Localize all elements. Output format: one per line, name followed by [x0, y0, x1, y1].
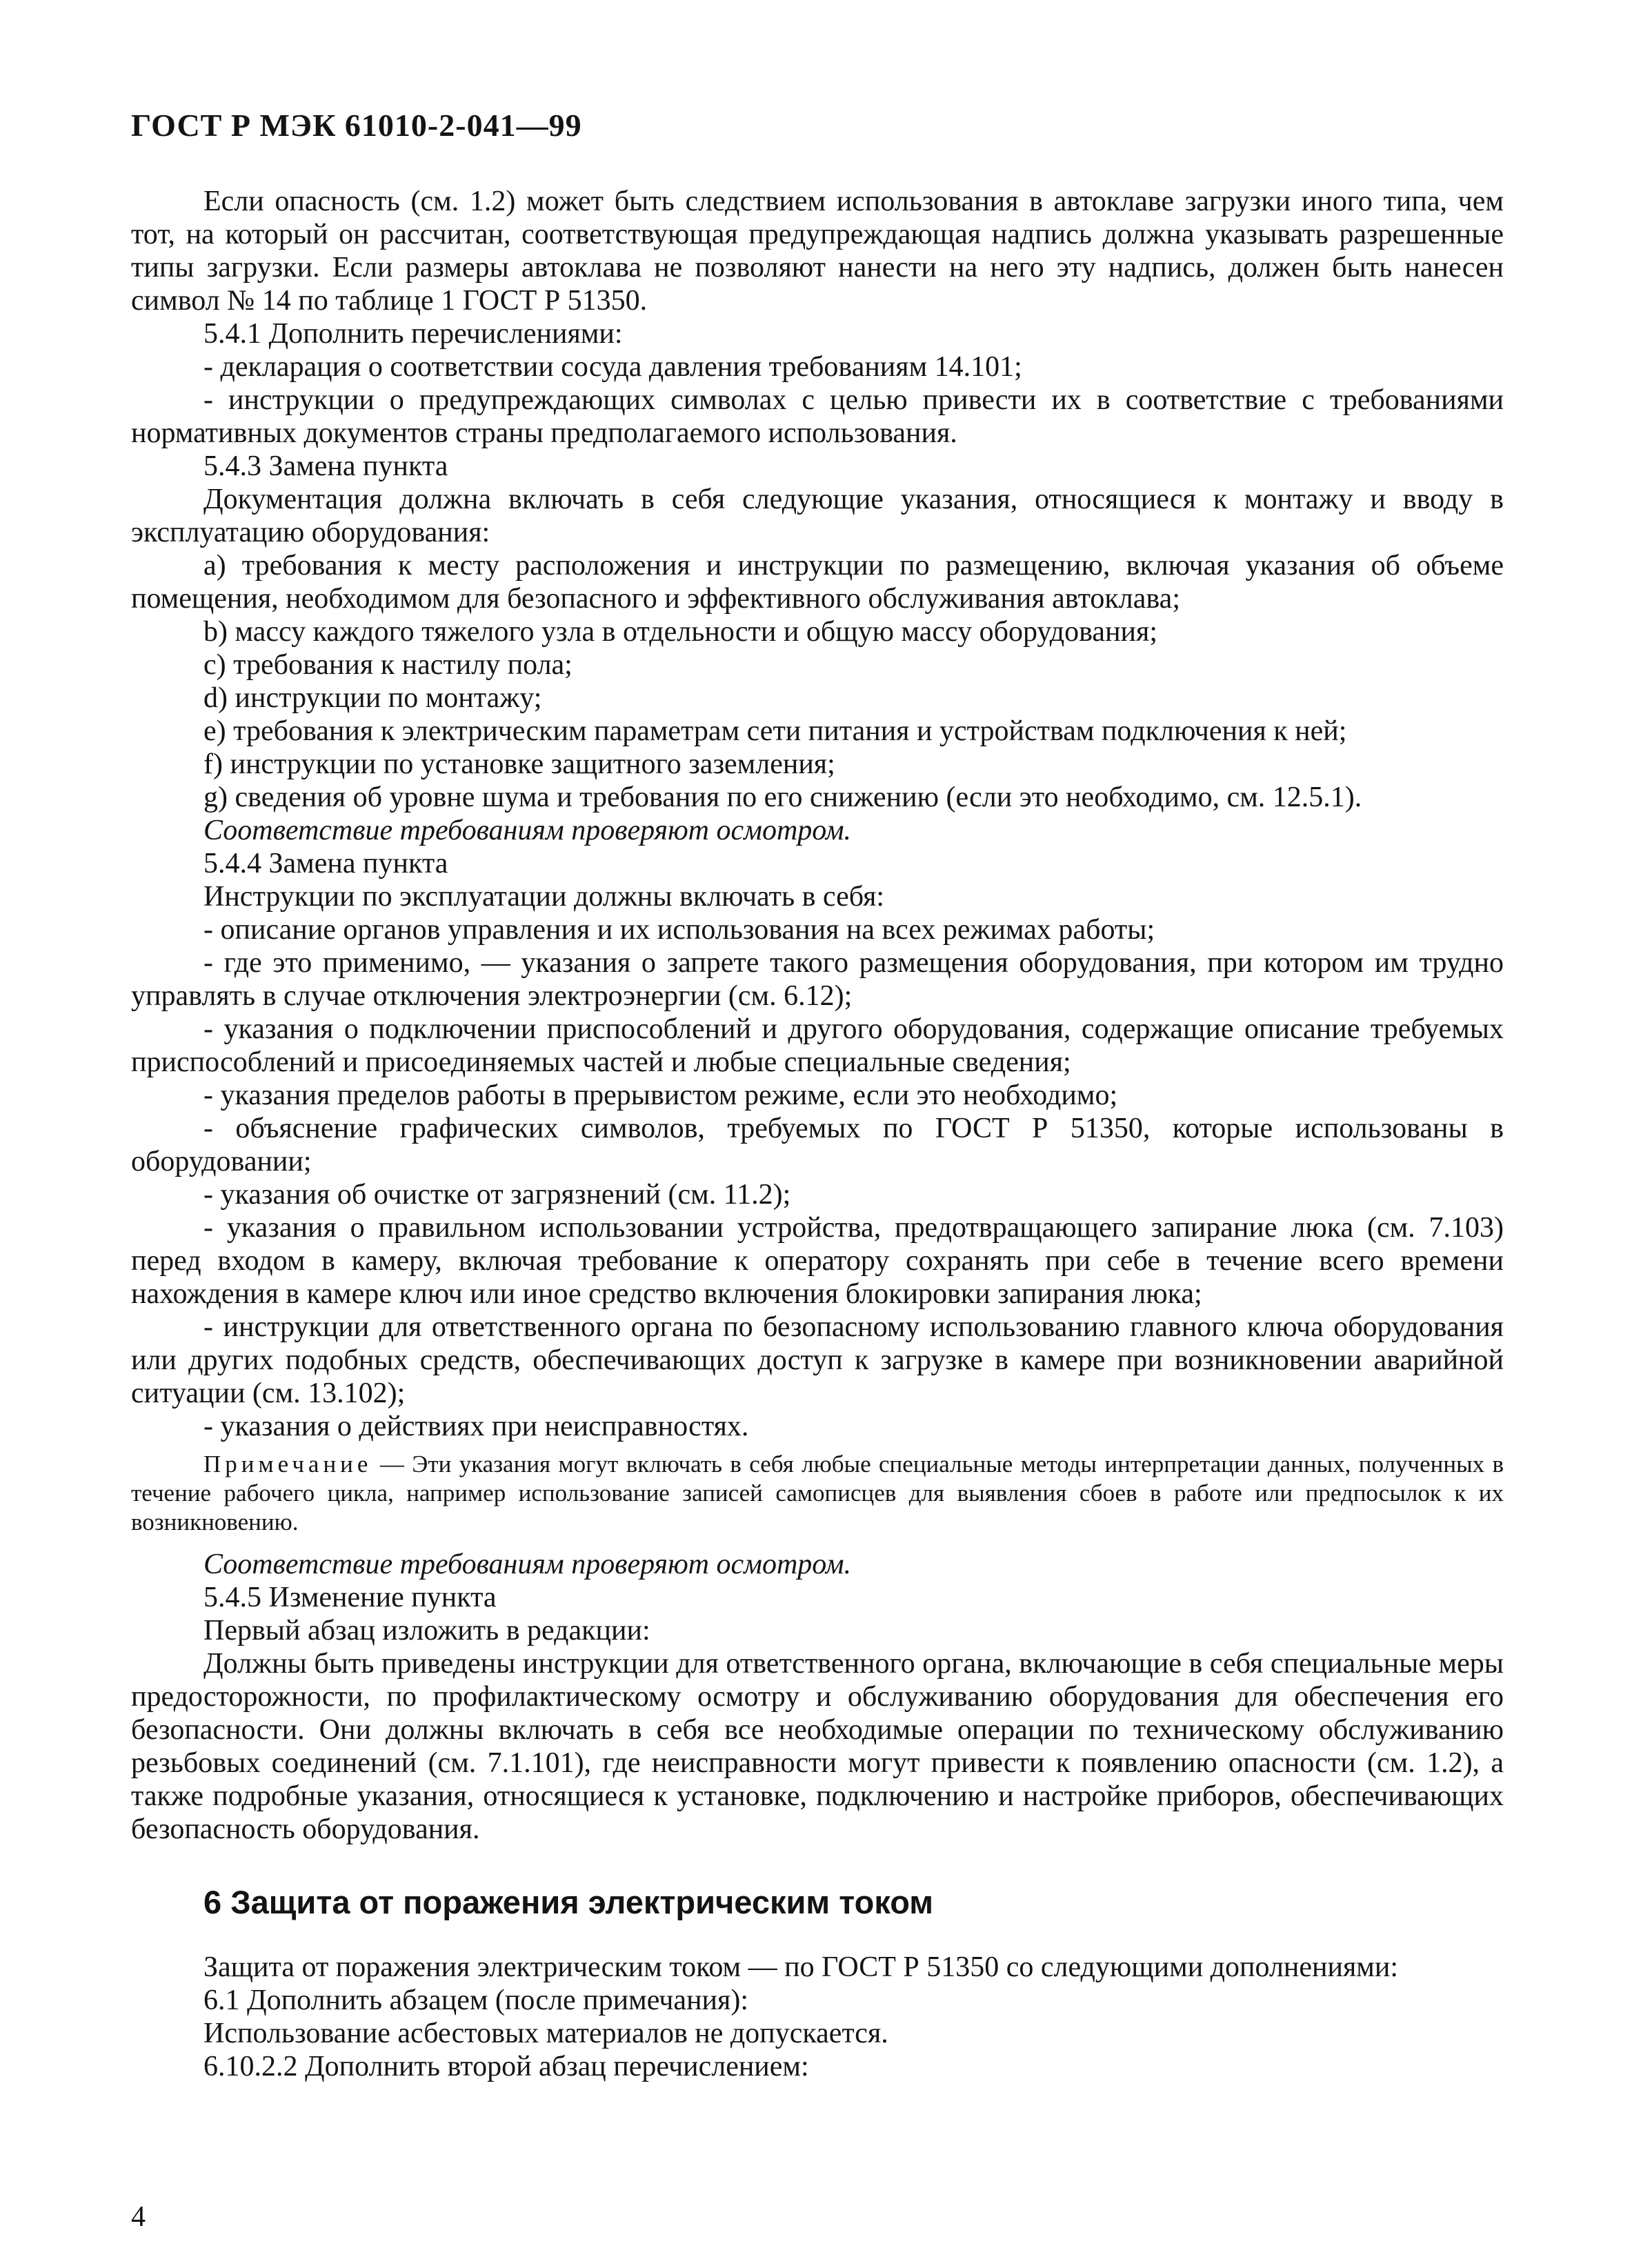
section-title: 6 Защита от поражения электрическим током [203, 1884, 934, 1920]
paragraph: Использование асбестовых материалов не допускается. [203, 2018, 888, 2049]
list-item: - указания пределов работы в прерывистом режиме, если это необходимо; [203, 1080, 1118, 1111]
note-text: — Эти указания могут включать в себя любые специальные методы интерпретации данных, полученных в течение рабочего цикла, например использование записей самописцев для выявления сбоев в работе или предпосылок к их возникновению. [131, 1451, 1504, 1535]
paragraph: Документация должна включать в себя следующие указания, относящиеся к монтажу и вводу в эксплуатацию оборудования: [131, 484, 1504, 548]
document-body [131, 185, 1504, 2083]
paragraph: Первый абзац изложить в редакции: [203, 1615, 650, 1647]
list-item: c) требования к настилу пола; [203, 649, 573, 681]
list-item: g) сведения об уровне шума и требования по его снижению (если это необходимо, см. 12.5.1). [203, 782, 1362, 813]
clause-heading: 6.10.2.2 Дополнить второй абзац перечислением: [203, 2051, 809, 2082]
list-item: - инструкции о предупреждающих символах с целью привести их в соответствие с требованиями нормативных документов страны предполагаемого использования. [131, 384, 1504, 449]
note-lead: Примечание [203, 1451, 372, 1478]
clause-heading: 5.4.1 Дополнить перечислениями: [203, 318, 623, 350]
list-item: f) инструкции по установке защитного заземления; [203, 748, 835, 780]
note [131, 1450, 1504, 1537]
list-item: e) требования к электрическим параметрам сети питания и устройствам подключения к ней; [203, 715, 1347, 747]
list-item: - где это применимо, — указания о запрете такого размещения оборудования, при котором им трудно управлять в случае отключения электроэнергии (см. 6.12); [131, 947, 1504, 1012]
list-item: - указания о действиях при неисправностях. [203, 1411, 749, 1442]
list-item: - указания о подключении приспособлений и другого оборудования, содержащие описание требуемых приспособлений и присоединяемых частей и любые специальные сведения; [131, 1013, 1504, 1078]
paragraph: Если опасность (см. 1.2) может быть следствием использования в автоклаве загрузки иного типа, чем тот, на который он рассчитан, соответствующая предупреждающая надпись должна указывать разрешенные типы загрузки. Если размеры автоклава не позволяют нанести на него эту надпись, должен быть нанесен символ № 14 по таблице 1 ГОСТ Р 51350. [131, 186, 1504, 317]
list-item: - декларация о соответствии сосуда давления требованиям 14.101; [203, 351, 1022, 383]
list-item: d) инструкции по монтажу; [203, 682, 542, 714]
list-item: - объяснение графических символов, требуемых по ГОСТ Р 51350, которые использованы в оборудовании; [131, 1113, 1504, 1177]
list-item: - описание органов управления и их использования на всех режимах работы; [203, 914, 1155, 946]
list-item: - указания об очистке от загрязнений (см. 11.2); [203, 1179, 791, 1211]
clause-heading: 5.4.5 Изменение пункта [203, 1582, 497, 1613]
conformity-statement: Соответствие требованиям проверяют осмотром. [203, 815, 851, 846]
conformity-statement: Соответствие требованиям проверяют осмотром. [203, 1549, 851, 1580]
clause-heading: 6.1 Дополнить абзацем (после примечания): [203, 1984, 749, 2016]
list-item: b) массу каждого тяжелого узла в отдельности и общую массу оборудования; [203, 616, 1158, 648]
paragraph: Должны быть приведены инструкции для ответственного органа, включающие в себя специальные меры предосторожности, по профилактическому осмотру и обслуживанию оборудования для обеспечения его безопасности. Они должны включать в себя все необходимые операции по техническому обслуживанию резьбовых соединений (см. 7.1.101), где неисправности могут привести к появлению опасности (см. 1.2), а также подробные указания, относящиеся к установке, подключению и настройке приборов, обеспечивающих безопасность оборудования. [131, 1648, 1504, 1845]
clause-heading: 5.4.4 Замена пункта [203, 848, 448, 879]
clause-heading: 5.4.3 Замена пункта [203, 450, 448, 482]
list-item: - инструкции для ответственного органа по безопасному использованию главного ключа оборудования или других подобных средств, обеспечивающих доступ к загрузке в камере при возникновении аварийной ситуации (см. 13.102); [131, 1311, 1504, 1409]
document-header: ГОСТ Р МЭК 61010-2-041—99 [131, 108, 582, 143]
paragraph: Инструкции по эксплуатации должны включать в себя: [203, 881, 885, 913]
paragraph: Защита от поражения электрическим током — по ГОСТ Р 51350 со следующими дополнениями: [203, 1951, 1399, 1983]
page-number: 4 [131, 2201, 146, 2233]
list-item: - указания о правильном использовании устройства, предотвращающего запирание люка (см. 7.103) перед входом в камеру, включая требование к оператору сохранять при себе в течение всего времени нахождения в камере ключ или иное средство включения блокировки запирания люка; [131, 1212, 1504, 1310]
list-item: a) требования к месту расположения и инструкции по размещению, включая указания об объеме помещения, необходимом для безопасного и эффективного обслуживания автоклава; [131, 550, 1504, 615]
